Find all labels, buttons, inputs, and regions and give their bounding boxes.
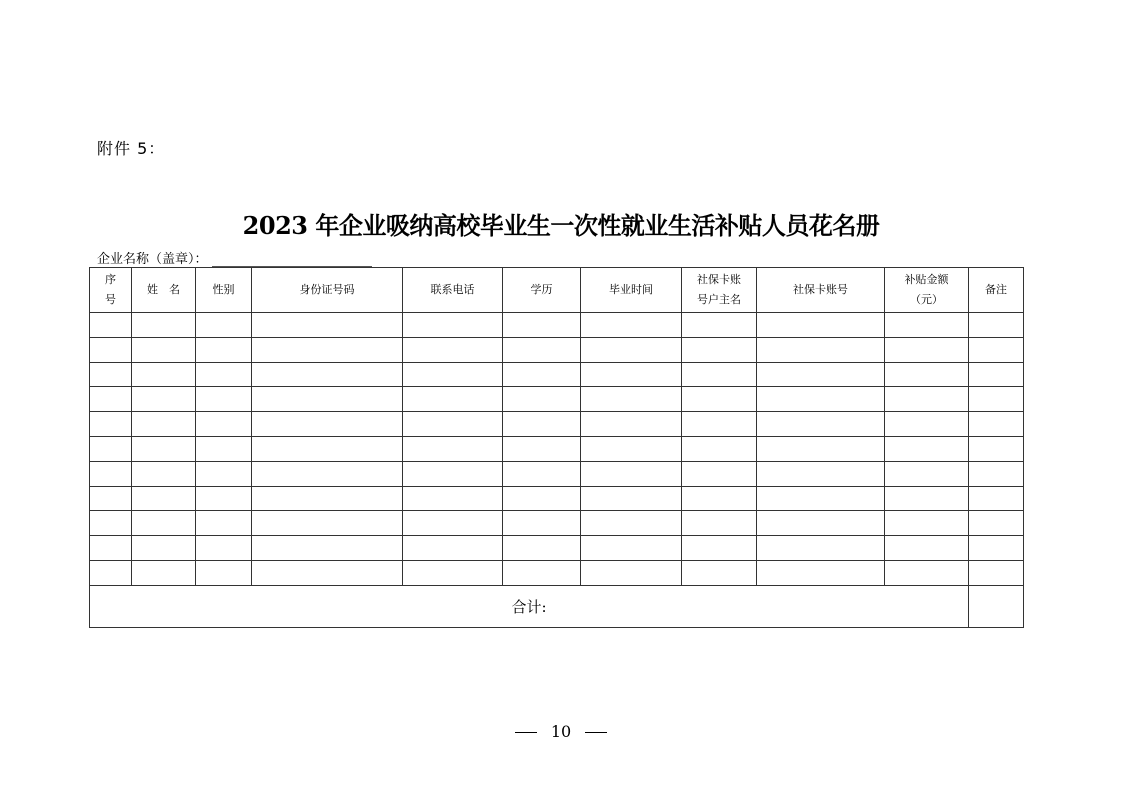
table-cell[interactable] <box>969 560 1024 585</box>
table-cell[interactable] <box>196 511 252 536</box>
header-account-holder: 社保卡账 号户主名 <box>682 268 757 313</box>
table-cell[interactable] <box>503 511 581 536</box>
table-cell[interactable] <box>885 362 969 387</box>
footer-dash-right <box>585 732 607 733</box>
header-name: 姓 名 <box>132 268 196 313</box>
table-cell[interactable] <box>403 560 503 585</box>
table-cell[interactable] <box>196 362 252 387</box>
table-cell[interactable] <box>503 313 581 338</box>
table-cell[interactable] <box>969 536 1024 561</box>
table-cell[interactable] <box>132 436 196 461</box>
table-cell[interactable] <box>969 387 1024 412</box>
table-cell[interactable] <box>403 362 503 387</box>
table-cell[interactable] <box>682 436 757 461</box>
table-cell[interactable] <box>969 412 1024 437</box>
table-row <box>90 362 1024 387</box>
table-cell[interactable] <box>682 486 757 511</box>
header-row <box>90 268 1024 313</box>
table-cell[interactable] <box>503 412 581 437</box>
table-cell[interactable] <box>503 387 581 412</box>
footer-dash-left <box>515 732 537 733</box>
table-cell[interactable] <box>969 486 1024 511</box>
table-row <box>90 511 1024 536</box>
header-graduation-time: 毕业时间 <box>581 268 682 313</box>
table-cell[interactable] <box>757 560 885 585</box>
table-cell[interactable] <box>503 461 581 486</box>
table-cell[interactable] <box>757 313 885 338</box>
table-cell[interactable] <box>682 560 757 585</box>
header-gender: 性别 <box>196 268 252 313</box>
table-cell[interactable] <box>503 560 581 585</box>
table-cell[interactable] <box>757 362 885 387</box>
table-cell[interactable] <box>252 560 403 585</box>
table-cell[interactable] <box>757 337 885 362</box>
table-cell[interactable] <box>885 511 969 536</box>
table-cell[interactable] <box>196 461 252 486</box>
table-cell[interactable] <box>757 436 885 461</box>
table-cell[interactable] <box>90 313 132 338</box>
table-row <box>90 387 1024 412</box>
table-cell[interactable] <box>581 461 682 486</box>
table-cell[interactable] <box>885 536 969 561</box>
table-cell[interactable] <box>252 461 403 486</box>
table-cell[interactable] <box>885 436 969 461</box>
table-cell[interactable] <box>403 486 503 511</box>
page-footer <box>0 722 1122 741</box>
table-cell[interactable] <box>403 436 503 461</box>
table-cell[interactable] <box>90 511 132 536</box>
table-cell[interactable] <box>757 486 885 511</box>
table-cell[interactable] <box>757 511 885 536</box>
table-cell[interactable] <box>252 511 403 536</box>
page-number: 10 <box>550 722 572 741</box>
table-cell[interactable] <box>682 536 757 561</box>
table-cell[interactable] <box>581 337 682 362</box>
table-row <box>90 412 1024 437</box>
table-cell[interactable] <box>682 337 757 362</box>
table-cell[interactable] <box>503 486 581 511</box>
table-cell[interactable] <box>682 511 757 536</box>
table-row <box>90 461 1024 486</box>
table-cell[interactable] <box>581 560 682 585</box>
table-cell[interactable] <box>90 560 132 585</box>
table-cell[interactable] <box>132 412 196 437</box>
header-remarks: 备注 <box>969 268 1024 313</box>
table-cell[interactable] <box>885 560 969 585</box>
table-cell[interactable] <box>503 362 581 387</box>
table-row <box>90 560 1024 585</box>
table-cell[interactable] <box>90 536 132 561</box>
table-cell[interactable] <box>90 387 132 412</box>
table-cell[interactable] <box>403 387 503 412</box>
table-cell[interactable] <box>885 313 969 338</box>
table-cell[interactable] <box>252 412 403 437</box>
table-cell[interactable] <box>196 486 252 511</box>
table-cell[interactable] <box>581 486 682 511</box>
table-cell[interactable] <box>581 536 682 561</box>
table-cell[interactable] <box>403 337 503 362</box>
table-row <box>90 436 1024 461</box>
table-cell[interactable] <box>196 337 252 362</box>
table-cell[interactable] <box>757 536 885 561</box>
table-cell[interactable] <box>90 337 132 362</box>
table-cell[interactable] <box>969 436 1024 461</box>
total-row <box>90 585 1024 627</box>
table-cell[interactable] <box>581 387 682 412</box>
header-seq: 序 号 <box>90 268 132 313</box>
table-cell[interactable] <box>682 362 757 387</box>
table-cell[interactable] <box>969 362 1024 387</box>
table-cell[interactable] <box>503 536 581 561</box>
table-cell[interactable] <box>682 313 757 338</box>
table-cell[interactable] <box>132 313 196 338</box>
table-cell[interactable] <box>969 461 1024 486</box>
company-name-field <box>97 248 372 267</box>
table-cell[interactable] <box>252 436 403 461</box>
table-cell[interactable] <box>403 412 503 437</box>
table-cell[interactable] <box>132 362 196 387</box>
table-cell[interactable] <box>885 461 969 486</box>
table-cell[interactable] <box>581 511 682 536</box>
table-cell[interactable] <box>969 313 1024 338</box>
table-row <box>90 337 1024 362</box>
table-cell[interactable] <box>885 412 969 437</box>
table-cell[interactable] <box>682 461 757 486</box>
table-row <box>90 486 1024 511</box>
table-cell[interactable] <box>757 387 885 412</box>
header-education: 学历 <box>503 268 581 313</box>
table-cell[interactable] <box>757 412 885 437</box>
table-cell[interactable] <box>132 536 196 561</box>
roster-body <box>90 313 1024 586</box>
table-cell[interactable] <box>90 436 132 461</box>
table-cell[interactable] <box>252 337 403 362</box>
table-cell[interactable] <box>132 511 196 536</box>
table-cell[interactable] <box>682 387 757 412</box>
table-cell[interactable] <box>132 337 196 362</box>
table-cell[interactable] <box>196 412 252 437</box>
table-cell[interactable] <box>969 511 1024 536</box>
table-row <box>90 313 1024 338</box>
table-cell[interactable] <box>969 337 1024 362</box>
table-cell[interactable] <box>132 387 196 412</box>
company-name-label: 企业名称（盖章）： <box>97 252 208 267</box>
total-remarks-cell[interactable] <box>969 585 1024 627</box>
table-cell[interactable] <box>132 486 196 511</box>
attachment-label: 附件 5： <box>97 139 166 158</box>
table-cell[interactable] <box>885 486 969 511</box>
table-cell[interactable] <box>581 412 682 437</box>
table-cell[interactable] <box>196 313 252 338</box>
header-id-number: 身份证号码 <box>252 268 403 313</box>
table-cell[interactable] <box>252 387 403 412</box>
table-cell[interactable] <box>885 337 969 362</box>
table-cell[interactable] <box>581 362 682 387</box>
table-cell[interactable] <box>403 511 503 536</box>
table-cell[interactable] <box>90 461 132 486</box>
table-cell[interactable] <box>196 387 252 412</box>
table-cell[interactable] <box>90 486 132 511</box>
table-cell[interactable] <box>682 412 757 437</box>
table-cell[interactable] <box>132 461 196 486</box>
table-cell[interactable] <box>132 560 196 585</box>
table-cell[interactable] <box>196 436 252 461</box>
table-cell[interactable] <box>403 313 503 338</box>
table-cell[interactable] <box>196 560 252 585</box>
table-cell[interactable] <box>403 461 503 486</box>
table-cell[interactable] <box>252 362 403 387</box>
document-title: 2023 年企业吸纳高校毕业生一次性就业生活补贴人员花名册 <box>242 211 880 240</box>
table-cell[interactable] <box>581 313 682 338</box>
header-account-number: 社保卡账号 <box>757 268 885 313</box>
table-cell[interactable] <box>252 536 403 561</box>
header-subsidy-amount: 补贴金额 （元） <box>885 268 969 313</box>
table-cell[interactable] <box>90 362 132 387</box>
table-cell[interactable] <box>90 412 132 437</box>
table-cell[interactable] <box>885 387 969 412</box>
table-cell[interactable] <box>503 337 581 362</box>
total-label: 合计: <box>90 585 969 627</box>
table-cell[interactable] <box>252 313 403 338</box>
table-cell[interactable] <box>252 486 403 511</box>
company-name-blank-line[interactable] <box>212 252 372 267</box>
roster-table <box>89 267 1024 628</box>
table-cell[interactable] <box>196 536 252 561</box>
table-cell[interactable] <box>403 536 503 561</box>
table-cell[interactable] <box>581 436 682 461</box>
table-cell[interactable] <box>757 461 885 486</box>
header-phone: 联系电话 <box>403 268 503 313</box>
table-cell[interactable] <box>503 436 581 461</box>
table-row <box>90 536 1024 561</box>
